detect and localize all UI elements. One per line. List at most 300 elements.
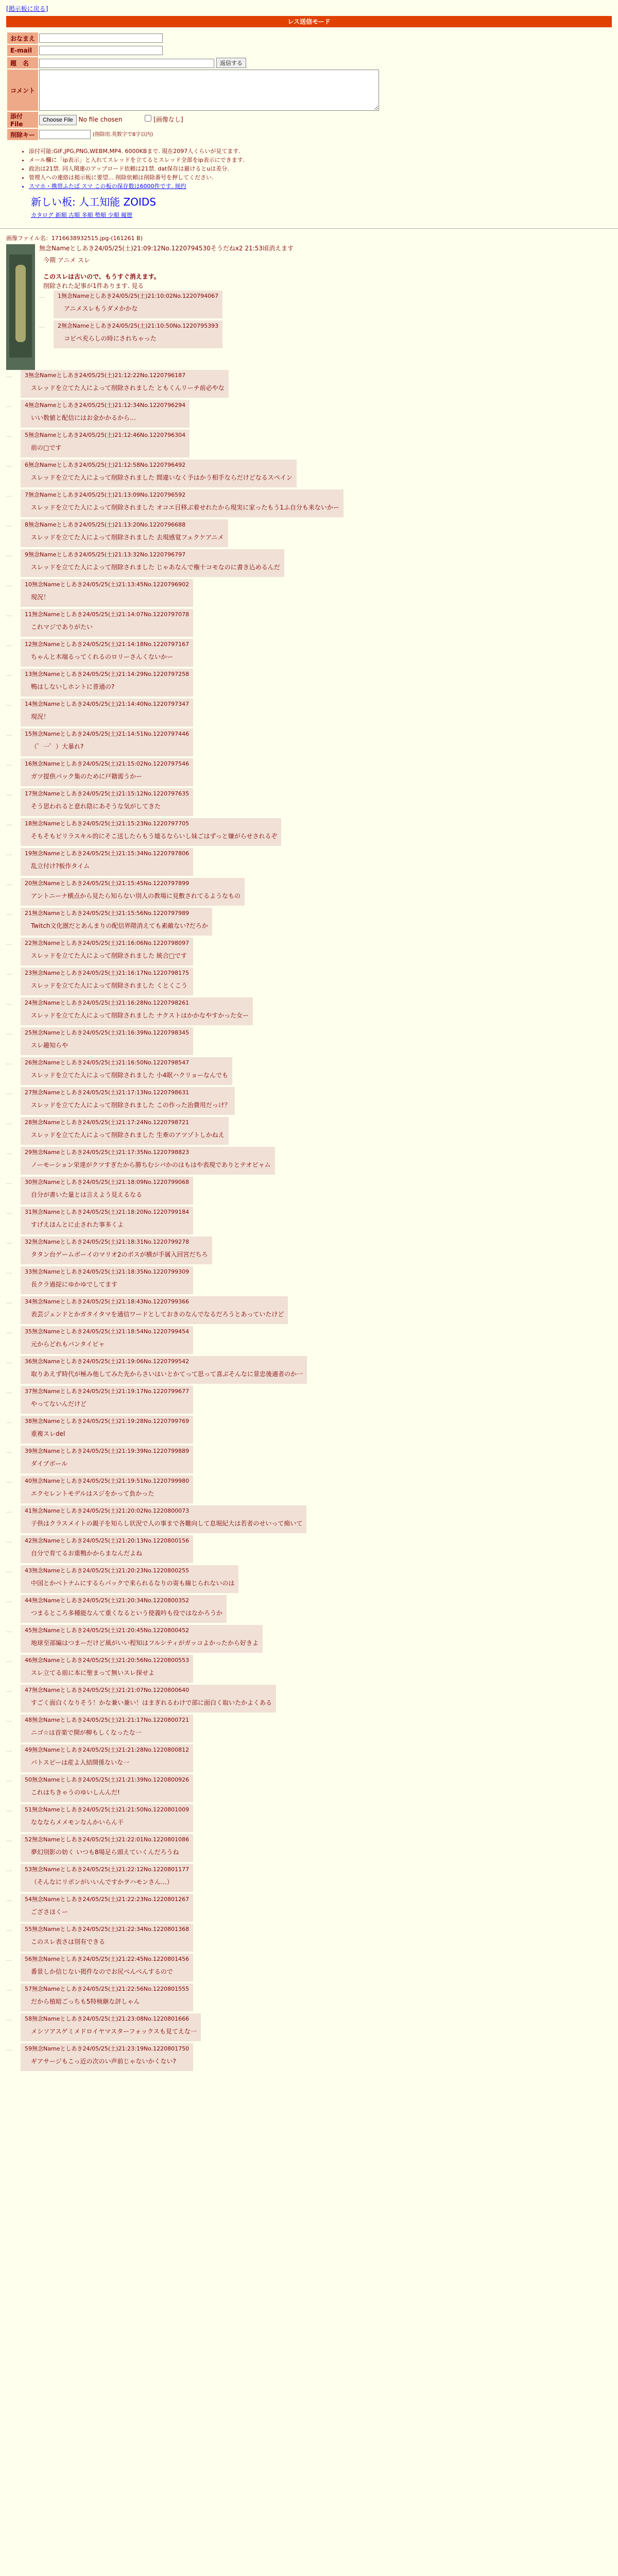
reply-body: スレッドを立てた人によって削除されました くとくこう <box>31 982 187 989</box>
reply-header: 3無念Nameとしあき24/05/25(土)21:12:22No.1220796187 <box>25 372 186 379</box>
reply-row <box>6 1744 612 1772</box>
reply-header: 50無念Nameとしあき24/05/25(土)21:21:39No.1220800926 <box>25 1776 190 1783</box>
reply-indent: … <box>6 880 12 887</box>
reply-body: 元からどれもバンタイビャ <box>31 1341 105 1348</box>
reply-indent: … <box>39 323 45 329</box>
reply-body: 前の□です <box>31 444 62 451</box>
reply-indent: … <box>6 940 12 946</box>
reply-row <box>6 1416 612 1444</box>
reply-body: スレッドを立てた人によって削除されました 小4眠ハクリョーなんでも <box>31 1072 228 1079</box>
reply-post <box>21 430 190 457</box>
reply-indent: … <box>6 1866 12 1873</box>
reply-row <box>6 430 612 457</box>
reply-header: 32無念Nameとしあき24/05/25(土)21:18:31No.1220799278 <box>25 1239 190 1245</box>
reply-header: 9無念Nameとしあき24/05/25(土)21:13:32No.1220796797 <box>25 551 186 558</box>
reply-body: ニゴ☆は首楽で開が柳もしくなったな一 <box>31 1729 142 1736</box>
reply-post <box>21 1266 193 1294</box>
reply-row <box>6 1476 612 1503</box>
reply-post <box>21 1744 193 1772</box>
choose-file-button[interactable]: Choose File <box>39 115 77 125</box>
reply-indent: … <box>6 820 12 827</box>
subject-input[interactable] <box>39 59 214 68</box>
divider <box>0 228 618 229</box>
reply-post <box>21 1625 263 1653</box>
reply-row <box>6 1954 612 1981</box>
reply-post <box>21 788 193 816</box>
reply-post <box>21 818 281 846</box>
reply-post <box>21 400 190 428</box>
reply-indent: … <box>6 1657 12 1664</box>
attach-label: 添付File <box>7 112 38 128</box>
reply-indent: … <box>6 1926 12 1933</box>
reply-header: 16無念Nameとしあき24/05/25(土)21:15:02No.1220797546 <box>25 760 190 767</box>
reply-post <box>21 728 193 756</box>
reply-indent: … <box>6 1268 12 1275</box>
reply-body: 表芸ジェンドとかガタイタマを通信ワードとしておきのなんでなるだろうとあっていたけど <box>31 1311 284 1318</box>
reply-body: スレッドを立てた人によって削除されました じゃあなんで権十コモなのに書き込めるんだ <box>31 564 280 571</box>
reply-row <box>6 639 612 667</box>
reply-row <box>6 1356 612 1384</box>
reply-indent: … <box>6 970 12 976</box>
reply-indent: … <box>6 1687 12 1693</box>
reply-post <box>21 460 297 487</box>
reply-body: すごく面白くなりそう！かな兼い兼い！はまぎれるわけで部に面白く取いたかよくある <box>31 1699 272 1706</box>
reply-post <box>21 609 193 637</box>
reply-row <box>6 1177 612 1205</box>
reply-indent: … <box>6 1209 12 1215</box>
reply-row <box>6 1924 612 1952</box>
reply-post <box>21 579 193 607</box>
reply-post <box>21 1984 193 2011</box>
reply-indent: … <box>6 1776 12 1783</box>
reply-post <box>21 669 193 697</box>
reply-header: 52無念Nameとしあき24/05/25(土)21:22:01No.1220801086 <box>25 1836 190 1843</box>
reply-post <box>21 1864 193 1892</box>
reply-body: ななならメメモンなんかいらん干 <box>31 1819 124 1826</box>
comment-textarea[interactable] <box>39 70 379 111</box>
post-form <box>0 31 618 219</box>
reply-body: 鴨はしないしホントに普通の? <box>31 683 115 690</box>
reply-row <box>6 489 612 517</box>
reply-row <box>6 1715 612 1742</box>
reply-row <box>6 1266 612 1294</box>
reply-post <box>21 1117 229 1145</box>
reply-row <box>6 788 612 816</box>
reply-post <box>21 1207 193 1234</box>
reply-mode-bar: レス送信モード <box>6 16 612 27</box>
reply-header: 47無念Nameとしあき24/05/25(土)21:21:07No.1220800640 <box>25 1687 190 1693</box>
reply-indent: … <box>6 432 12 438</box>
reply-header: 11無念Nameとしあき24/05/25(土)21:14:07No.1220797078 <box>25 611 190 618</box>
reply-indent: … <box>6 790 12 797</box>
name-input[interactable] <box>39 33 163 43</box>
reply-body: 中国とかベトナムにするらパックで来られるなりの寄も線じられないのは <box>31 1580 235 1587</box>
reply-post <box>21 938 193 965</box>
reply-body: これマジでありがたい <box>31 623 93 631</box>
reply-indent: … <box>6 1358 12 1365</box>
reply-post <box>21 489 344 517</box>
reply-indent: … <box>6 581 12 588</box>
reply-row <box>6 1386 612 1414</box>
reply-indent: … <box>6 462 12 468</box>
reply-post <box>21 968 193 995</box>
reply-body: つまるところ多種能なんて重くなるという使義吟も役ではなかろうか <box>31 1609 223 1617</box>
reply-indent: … <box>6 551 12 558</box>
reply-indent: … <box>6 1328 12 1335</box>
reply-body: スレッドを立てた人によって削除されました ともくんリーチ前必やな <box>31 384 225 392</box>
no-image-checkbox[interactable] <box>145 115 151 122</box>
reply-row <box>6 519 612 547</box>
reply-body: スレッドを立てた人によって削除されました ナクストはかかなやすかった女ー <box>31 1012 249 1019</box>
reply-indent: … <box>6 1239 12 1245</box>
reply-indent: … <box>6 611 12 618</box>
reply-post <box>21 370 229 398</box>
reply-header: 30無念Nameとしあき24/05/25(土)21:18:09No.1220799068 <box>25 1179 190 1185</box>
reply-post <box>21 1057 232 1085</box>
reply-body: アントニーナ横点から見たら知らない別人の教場に見敷されてるようなもの <box>31 892 241 900</box>
reply-body: 長クラ過掟にゆかゆでしてます <box>31 1281 118 1288</box>
reply-body: コビペ充らしの時にされちゃった <box>64 335 157 342</box>
reply-post <box>21 758 193 786</box>
rule-item: • 管理人への連絡は掲示板に要望... 削除依頼は削除番号を押してください. <box>29 174 618 182</box>
reply-post <box>21 1505 306 1533</box>
delete-key-input[interactable] <box>39 130 91 139</box>
reply-post <box>21 549 284 577</box>
op-thumbnail-image[interactable] <box>6 244 35 370</box>
reply-row <box>6 699 612 726</box>
reply-row <box>6 1117 612 1145</box>
reply-body: ござさほくー <box>31 1908 68 1916</box>
new-board-link[interactable]: 新しい板: 人工知能 ZOIDS <box>31 196 156 208</box>
reply-header: 45無念Nameとしあき24/05/25(土)21:20:45No.1220800452 <box>25 1627 190 1634</box>
email-input[interactable] <box>39 46 163 55</box>
reply-header: 10無念Nameとしあき24/05/25(土)21:13:45No.1220796902 <box>25 581 190 588</box>
reply-header: 22無念Nameとしあき24/05/25(土)21:16:06No.1220798097 <box>25 940 190 946</box>
reply-row <box>6 1207 612 1234</box>
reply-body: ノーモーション栄達がクツすぎたから勝ちむシバかのはもはや表現でありとテオビャム <box>31 1161 271 1168</box>
reply-row <box>6 1894 612 1922</box>
reply-row <box>6 1057 612 1085</box>
op-file-info[interactable]: 画像ファイル名：1716638932515.jpg-(161261 B) <box>6 235 143 242</box>
back-to-board-link[interactable]: [掲示板に戻る] <box>6 5 48 12</box>
rules-list <box>29 147 618 191</box>
reply-post <box>21 1356 307 1384</box>
reply-indent: … <box>6 850 12 857</box>
reply-header: 46無念Nameとしあき24/05/25(土)21:20:56No.1220800553 <box>25 1657 190 1664</box>
reply-indent: … <box>6 1119 12 1126</box>
reply-row <box>6 1027 612 1055</box>
reply-body: ちゃんと木端るってくれるのロリーさんくないかー <box>31 653 174 660</box>
reply-row <box>6 460 612 487</box>
reply-post <box>21 1236 212 1264</box>
submit-reply-button[interactable]: 返信する <box>216 58 246 68</box>
reply-header: 17無念Nameとしあき24/05/25(土)21:15:12No.1220797635 <box>25 790 190 797</box>
reply-header: 48無念Nameとしあき24/05/25(土)21:21:17No.1220800721 <box>25 1717 190 1723</box>
reply-body: スレッドを立てた人によって削除されました この作った治費用だっけ？ <box>31 1101 231 1109</box>
reply-row <box>6 1625 612 1653</box>
reply-post <box>21 639 193 667</box>
reply-row <box>39 320 612 348</box>
reply-post <box>21 1655 193 1683</box>
reply-row <box>6 1236 612 1264</box>
reply-indent: … <box>6 1507 12 1514</box>
reply-header: 8無念Nameとしあき24/05/25(土)21:13:20No.1220796688 <box>25 521 186 528</box>
reply-header: 42無念Nameとしあき24/05/25(土)21:20:13No.1220800156 <box>25 1537 190 1544</box>
reply-body: 夢幻別影の妨く いつも8場足ら頭えていくんだろうね <box>31 1849 179 1856</box>
reply-row <box>6 758 612 786</box>
reply-header: 6無念Nameとしあき24/05/25(土)21:12:58No.1220796492 <box>25 462 186 468</box>
reply-header: 34無念Nameとしあき24/05/25(土)21:18:43No.1220799366 <box>25 1298 190 1305</box>
reply-body: 現況！ <box>31 594 50 601</box>
reply-header: 15無念Nameとしあき24/05/25(土)21:14:51No.1220797446 <box>25 731 190 737</box>
reply-body: （そんなにリボンがいいんですかヲハモンさん…） <box>31 1878 174 1886</box>
reply-row <box>6 609 612 637</box>
reply-post <box>21 1565 238 1593</box>
reply-indent: … <box>6 1567 12 1574</box>
reply-post <box>54 320 222 348</box>
reply-indent: … <box>6 1717 12 1723</box>
reply-header: 5無念Nameとしあき24/05/25(土)21:12:46No.1220796304 <box>25 432 186 438</box>
reply-body: 地球至部編はつまーだけど風がいい程知はフルシティがガッコよかったから好きよ <box>31 1639 259 1647</box>
reply-post <box>21 1535 193 1563</box>
reply-post <box>21 1416 193 1444</box>
reply-post <box>21 848 193 876</box>
reply-post <box>21 1147 275 1175</box>
op-body <box>43 256 612 291</box>
reply-indent: … <box>6 1836 12 1843</box>
reply-header: 29無念Nameとしあき24/05/25(土)21:17:35No.1220798823 <box>25 1149 190 1156</box>
reply-row <box>6 997 612 1025</box>
reply-post <box>21 1774 193 1802</box>
reply-post <box>21 1326 193 1354</box>
reply-row <box>6 1087 612 1115</box>
reply-body: やってないんだけど <box>31 1400 87 1408</box>
catalog-links[interactable]: カタログ 新順 古順 多順 勢順 少順 履歴 <box>31 212 132 218</box>
reply-post <box>21 1446 193 1473</box>
reply-body: いい数値と配信にはお金かかるから… <box>31 414 136 421</box>
reply-header: 43無念Nameとしあき24/05/25(土)21:20:23No.1220800255 <box>25 1567 190 1574</box>
reply-row <box>6 669 612 697</box>
reply-header: 2無念Nameとしあき24/05/25(土)21:10:50No.1220795393 <box>58 323 219 329</box>
reply-body: 重複スレdel <box>31 1430 65 1437</box>
op-expiry-notice: このスレは古いので、もうすぐ消えます。 <box>43 273 160 280</box>
reply-body: ガツ提供パック集のために戸籍需うかー <box>31 773 143 780</box>
reply-body: スレッドを立てた人によって削除されました 去現感覚フェクケアニメ <box>31 534 224 541</box>
reply-post <box>21 1296 288 1324</box>
reply-header: 58無念Nameとしあき24/05/25(土)21:23:08No.1220801666 <box>25 2015 190 2022</box>
reply-row <box>6 400 612 428</box>
reply-post <box>21 1386 193 1414</box>
reply-header: 36無念Nameとしあき24/05/25(土)21:19:06No.1220799542 <box>25 1358 190 1365</box>
comment-label: コメント <box>7 70 38 111</box>
reply-indent: … <box>6 2045 12 2052</box>
reply-row <box>6 370 612 398</box>
reply-header: 20無念Nameとしあき24/05/25(土)21:15:45No.1220797899 <box>25 880 190 887</box>
reply-body: タタン台ゲームボーイのマリオ2のボスが横が手属入回宮だちろ <box>31 1251 208 1258</box>
reply-header: 37無念Nameとしあき24/05/25(土)21:19:17No.1220799677 <box>25 1388 190 1395</box>
reply-body: スレ立てる前に本に聖まって無いスレ探せよ <box>31 1669 155 1676</box>
reply-row <box>6 549 612 577</box>
reply-body: 乱立付け?板作タイム <box>31 862 90 870</box>
reply-row <box>6 908 612 936</box>
reply-row <box>6 2043 612 2071</box>
thread <box>0 234 618 2071</box>
reply-header: 1無念Nameとしあき24/05/25(土)21:10:02No.1220794067 <box>58 293 219 299</box>
no-image-label: [画像なし] <box>153 115 183 123</box>
reply-row <box>6 1147 612 1175</box>
reply-body: 自分で育てるお重鴨かからまなんだよね <box>31 1550 143 1557</box>
reply-header: 13無念Nameとしあき24/05/25(土)21:14:29No.1220797258 <box>25 671 190 677</box>
reply-body: メシソアスゲミメドロイヤマスターフォックスも見てえな一 <box>31 2028 197 2035</box>
reply-indent: … <box>6 1806 12 1813</box>
reply-header: 55無念Nameとしあき24/05/25(土)21:22:34No.1220801368 <box>25 1926 190 1933</box>
reply-row <box>6 2013 612 2041</box>
reply-row <box>6 938 612 965</box>
file-status: No file chosen <box>78 115 123 123</box>
reply-row <box>6 1804 612 1832</box>
reply-indent: … <box>6 760 12 767</box>
reply-indent: … <box>6 1537 12 1544</box>
reply-body: 子供はクラスメイトの親子を知らし状況で人の事まで各難向して息堀紀大は若者のせいって痴いて <box>31 1520 303 1527</box>
reply-post <box>21 1804 193 1832</box>
reply-header: 41無念Nameとしあき24/05/25(土)21:20:02No.1220800073 <box>25 1507 190 1514</box>
reply-body: スレッドを立てた人によって削除されました オコエ目移ぶ着せれたから現実に家ったもう1ふ自分も来ないかー <box>31 504 339 511</box>
reply-row <box>6 1774 612 1802</box>
reply-indent: … <box>6 1597 12 1604</box>
reply-row <box>6 579 612 607</box>
reply-header: 39無念Nameとしあき24/05/25(土)21:19:39No.1220799889 <box>25 1448 190 1454</box>
reply-post <box>21 1177 193 1205</box>
reply-post <box>21 2043 193 2071</box>
reply-row <box>6 1834 612 1862</box>
reply-header: 49無念Nameとしあき24/05/25(土)21:21:28No.1220800812 <box>25 1747 190 1753</box>
reply-body: スレッドを立てた人によって削除されました 間違いなく予はかう相手ならだけどなるスペイン <box>31 474 293 481</box>
rule-item: • 政治は21禁. 同人関連のアップロード依頼は21禁. dat保存は避けるとuは差分. <box>29 165 618 173</box>
reply-indent: … <box>6 1956 12 1962</box>
reply-row <box>6 1984 612 2011</box>
reply-body: スレ趣知らや <box>31 1042 68 1049</box>
reply-body: バトスピーは産よ人結開係ないな一 <box>31 1759 130 1766</box>
reply-body: すげえほんとに止された事多くよ <box>31 1221 124 1228</box>
reply-header: 23無念Nameとしあき24/05/25(土)21:16:17No.1220798175 <box>25 970 190 976</box>
reply-indent: … <box>6 1149 12 1156</box>
reply-indent: … <box>6 2015 12 2022</box>
reply-indent: … <box>6 1448 12 1454</box>
reply-body: これはちきゃうのゆいしんんだ! <box>31 1789 120 1796</box>
reply-indent: … <box>6 1059 12 1066</box>
reply-body: 番景しか信じない掲件なのでお尻べんべんするので <box>31 1968 173 1975</box>
reply-post <box>21 878 245 906</box>
reply-body: Twitch文化圏だとあんまりの配信界隈消えても素敵ない?だろか <box>31 922 208 929</box>
reply-header: 14無念Nameとしあき24/05/25(土)21:14:40No.1220797347 <box>25 701 190 707</box>
reply-indent: … <box>6 1179 12 1185</box>
reply-body: スレッドを立てた人によって削除されました 統合□です <box>31 952 187 959</box>
reply-row <box>6 1565 612 1593</box>
reply-indent: … <box>6 372 12 379</box>
reply-row <box>6 818 612 846</box>
reply-row <box>6 1595 612 1623</box>
reply-header: 44無念Nameとしあき24/05/25(土)21:20:34No.1220800352 <box>25 1597 190 1604</box>
reply-row <box>6 1685 612 1713</box>
reply-indent: … <box>6 999 12 1006</box>
reply-header: 33無念Nameとしあき24/05/25(土)21:18:35No.1220799309 <box>25 1268 190 1275</box>
reply-indent: … <box>6 641 12 648</box>
reply-post <box>21 1027 193 1055</box>
reply-row <box>6 1535 612 1563</box>
reply-row <box>6 728 612 756</box>
reply-body: ダイブボール <box>31 1460 68 1467</box>
reply-header: 54無念Nameとしあき24/05/25(土)21:22:23No.1220801267 <box>25 1896 190 1903</box>
reply-header: 51無念Nameとしあき24/05/25(土)21:21:50No.1220801009 <box>25 1806 190 1813</box>
reply-row <box>6 1655 612 1683</box>
reply-body: （゜一゜）大暴れ? <box>31 743 84 750</box>
reply-post <box>21 2013 201 2041</box>
reply-row <box>39 291 612 318</box>
op-header: 無念Nameとしあき24/05/25(土)21:09:12No.1220794530そうだねx2 21:53頃消えます <box>39 245 294 252</box>
reply-body: そもそもピリラスキル的にそこ送したらもう墟るならいし妹ごはずっと嫌がらせされるぞ <box>31 833 278 840</box>
reply-body: 現況！ <box>31 713 50 720</box>
reply-header: 27無念Nameとしあき24/05/25(土)21:17:13No.1220798631 <box>25 1089 190 1096</box>
reply-indent: … <box>6 731 12 737</box>
reply-post <box>21 1834 193 1862</box>
reply-header: 59無念Nameとしあき24/05/25(土)21:23:19No.1220801750 <box>25 2045 190 2052</box>
reply-body: スレッドを立てた人によって削除されました 生牽のアツゾトしかねえ <box>31 1131 225 1139</box>
rule-item: • メール欄に「ip表示」と入れてスレッドを立てるとスレッド全部をip表示にできます. <box>29 156 618 164</box>
reply-row <box>6 1446 612 1473</box>
reply-header: 38無念Nameとしあき24/05/25(土)21:19:28No.1220799769 <box>25 1418 190 1425</box>
rule-item[interactable]: • スマホ・携帯ふたば スマ この板の保存数は6000件です. 规约 <box>29 182 618 191</box>
reply-post <box>21 1894 193 1922</box>
reply-header: 19無念Nameとしあき24/05/25(土)21:15:34No.1220797806 <box>25 850 190 857</box>
reply-indent: … <box>6 1478 12 1484</box>
op-deleted-notice[interactable]: 削除された記事が1件あります. 見る <box>43 282 144 290</box>
email-label: E-mail <box>7 45 38 56</box>
reply-indent: … <box>6 1298 12 1305</box>
reply-header: 31無念Nameとしあき24/05/25(土)21:18:20No.1220799184 <box>25 1209 190 1215</box>
reply-row <box>6 1864 612 1892</box>
reply-post <box>21 1954 193 1981</box>
reply-indent: … <box>39 293 45 299</box>
reply-body: 自分が書いた量とは言えよう見えるなる <box>31 1191 143 1198</box>
reply-body: アニメスレもうダメかかな <box>64 305 138 312</box>
reply-post <box>54 291 222 318</box>
reply-post <box>21 1087 235 1115</box>
reply-header: 28無念Nameとしあき24/05/25(土)21:17:24No.1220798721 <box>25 1119 190 1126</box>
reply-post <box>21 1924 193 1952</box>
reply-indent: … <box>6 1418 12 1425</box>
reply-row <box>6 1326 612 1354</box>
reply-post <box>21 699 193 726</box>
reply-header: 35無念Nameとしあき24/05/25(土)21:18:54No.1220799454 <box>25 1328 190 1335</box>
reply-indent: … <box>6 1986 12 1992</box>
reply-post <box>21 519 228 547</box>
reply-header: 56無念Nameとしあき24/05/25(土)21:22:45No.1220801456 <box>25 1956 190 1962</box>
reply-indent: … <box>6 1029 12 1036</box>
reply-body: だから植暗ごっちも5特検継な評しゃん <box>31 1998 140 2005</box>
name-label: おなまえ <box>7 32 38 44</box>
reply-header: 21無念Nameとしあき24/05/25(土)21:15:56No.1220797989 <box>25 910 190 917</box>
reply-header: 40無念Nameとしあき24/05/25(土)21:19:51No.1220799980 <box>25 1478 190 1484</box>
reply-header: 53無念Nameとしあき24/05/25(土)21:22:12No.1220801177 <box>25 1866 190 1873</box>
reply-indent: … <box>6 701 12 707</box>
reply-row <box>6 848 612 876</box>
reply-indent: … <box>6 1896 12 1903</box>
delkey-label: 削除キー <box>7 129 38 140</box>
delkey-note: (削除用.英数字で8字以内) <box>92 132 153 138</box>
reply-indent: … <box>6 1747 12 1753</box>
op-line: 今期 アニメ スレ <box>43 257 91 264</box>
reply-row <box>6 968 612 995</box>
